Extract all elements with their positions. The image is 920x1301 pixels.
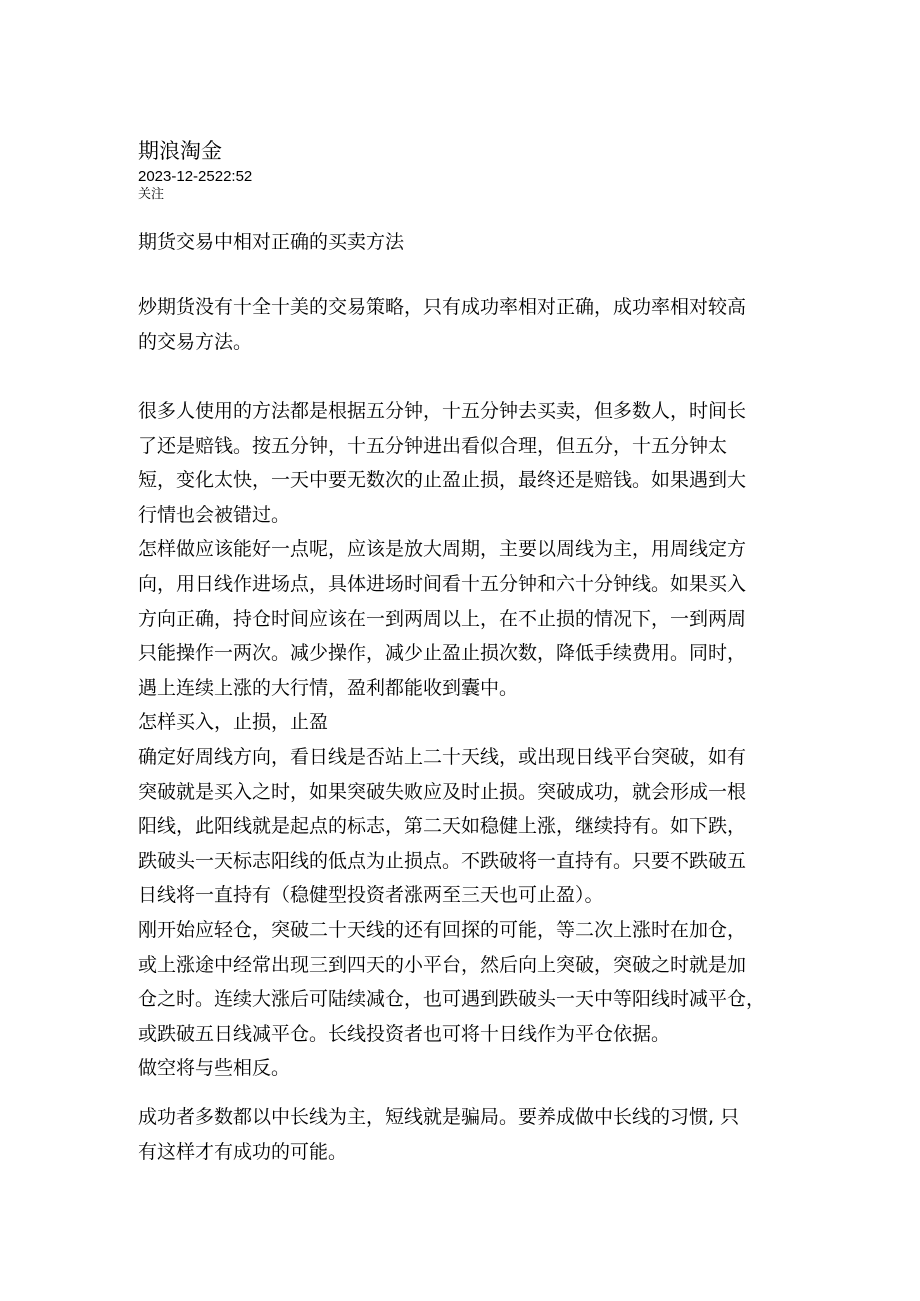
text-line: 遇上连续上涨的大行情，盈利都能收到囊中。: [138, 676, 519, 699]
text-line: 仓之时。连续大涨后可陆续减仓，也可遇到跌破头一天中等阳线时减平仓，: [138, 988, 766, 1011]
text-line: 刚开始应轻仓，突破二十天线的还有回探的可能，等二次上涨时在加仓，: [138, 918, 747, 941]
text-line: 阳线，此阳线就是起点的标志，第二天如稳健上涨，继续持有。如下跌，: [138, 815, 747, 838]
text-line: 的交易方法。: [138, 330, 253, 353]
text-line: 方向正确，持仓时间应该在一到两周以上，在不止损的情况下，一到两周: [138, 607, 747, 630]
text-line: 跌破头一天标志阳线的低点为止损点。不跌破将一直持有。只要不跌破五: [138, 849, 747, 872]
text-line: 只能操作一两次。减少操作，减少止盈止损次数，降低手续费用。同时，: [138, 642, 747, 665]
text-line: 炒期货没有十全十美的交易策略，只有成功率相对正确，成功率相对较高: [138, 296, 747, 318]
text-line: 突破就是买入之时，如果突破失败应及时止损。突破成功，就会形成一根: [138, 780, 747, 803]
text-line: 做空将与些相反。: [138, 1057, 291, 1080]
closing-paragraph: [138, 1100, 788, 1169]
text-line: 短，变化太快，一天中要无数次的止盈止损，最终还是赔钱。如果遇到大: [138, 469, 747, 492]
author-name[interactable]: 期浪淘金: [138, 139, 222, 163]
text-line: 日线将一直持有（稳健型投资者涨两至三天也可止盈）。: [138, 884, 604, 907]
text-line: 或上涨途中经常出现三到四天的小平台，然后向上突破，突破之时就是加: [138, 953, 747, 976]
text-line: 向，用日线作进场点，具体进场时间看十五分钟和六十分钟线。如果买入: [138, 572, 747, 595]
text-line: 或跌破五日线减平仓。长线投资者也可将十日线作为平仓依据。: [138, 1022, 671, 1045]
section-heading: 怎样买入，止损，止盈: [138, 711, 329, 734]
article-title: 期货交易中相对正确的买卖方法: [138, 231, 405, 253]
text-line: 了还是赔钱。按五分钟，十五分钟进出看似合理，但五分，十五分钟太: [138, 434, 728, 457]
follow-button[interactable]: 关注: [138, 187, 165, 202]
body-paragraph: [138, 394, 788, 1086]
text-line: 成功者多数都以中长线为主，短线就是骗局。要养成做中长线的习惯, 只: [138, 1106, 740, 1128]
post-timestamp: 2023-12-2522:52: [138, 168, 253, 185]
text-line: 怎样做应该能好一点呢，应该是放大周期，主要以周线为主，用周线定方: [138, 538, 747, 561]
text-line: 行情也会被错过。: [138, 503, 291, 526]
text-line: 很多人使用的方法都是根据五分钟，十五分钟去买卖，但多数人，时间长: [138, 400, 747, 422]
intro-paragraph: [138, 290, 788, 359]
text-line: 确定好周线方向，看日线是否站上二十天线，或出现日线平台突破，如有: [138, 745, 747, 768]
text-line: 有这样才有成功的可能。: [138, 1140, 348, 1163]
